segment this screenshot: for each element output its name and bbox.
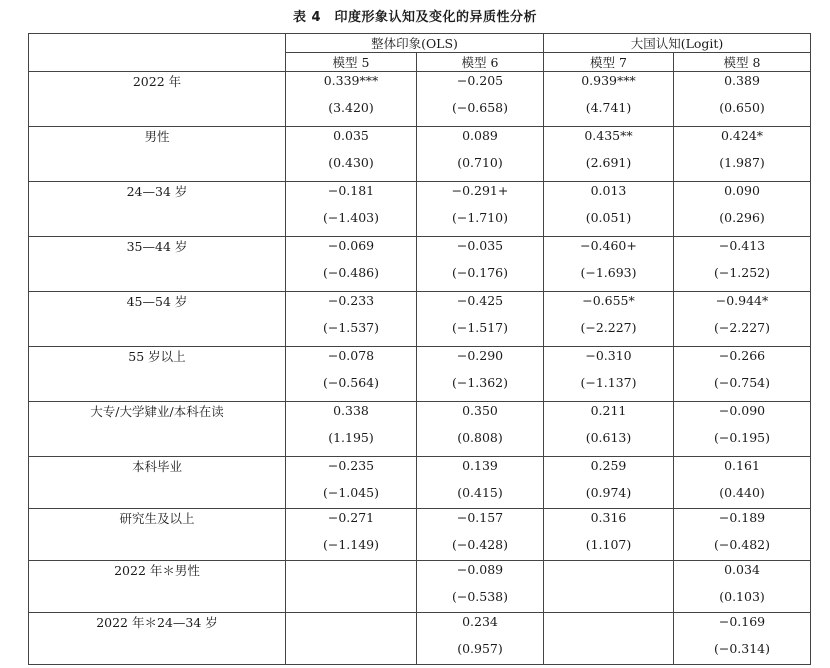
coefficient-value: −0.460+ — [580, 238, 637, 253]
model-header: 模型 7 — [544, 53, 674, 72]
t-statistic-value: (1.987) — [719, 155, 765, 170]
table-cell — [286, 127, 417, 182]
group-header-logit: 大国认知(Logit) — [544, 34, 811, 53]
table-body — [29, 72, 811, 665]
t-statistic-value: (0.650) — [719, 100, 765, 115]
coefficient-value: −0.290 — [456, 348, 504, 363]
coefficient-value: 0.089 — [462, 128, 498, 143]
table-cell — [674, 402, 811, 457]
t-statistic-value: (−1.403) — [322, 210, 379, 225]
t-statistic-value: (−1.362) — [451, 375, 508, 390]
row-label: 男性 — [29, 127, 286, 182]
table-row — [29, 292, 811, 347]
row-label: 2022 年＊24—34 岁 — [29, 613, 286, 665]
coefficient-value: −0.310 — [585, 348, 632, 363]
table-cell — [417, 182, 544, 237]
table-cell — [417, 509, 544, 561]
t-statistic-value: (0.440) — [719, 485, 765, 500]
table-row — [29, 127, 811, 182]
table-cell — [674, 347, 811, 402]
table-row — [29, 402, 811, 457]
table-cell — [286, 613, 417, 665]
t-statistic-value: (−1.252) — [714, 265, 771, 280]
t-statistic-value: (−0.428) — [451, 537, 508, 552]
table-cell — [417, 292, 544, 347]
t-statistic-value: (0.974) — [585, 485, 632, 500]
table-cell — [674, 457, 811, 509]
coefficient-value: −0.655* — [582, 293, 635, 308]
table-cell — [544, 509, 674, 561]
table-cell — [286, 347, 417, 402]
model-header: 模型 5 — [286, 53, 417, 72]
t-statistic-value — [544, 588, 673, 612]
table-cell — [286, 457, 417, 509]
t-statistic-value: (−1.149) — [322, 537, 379, 552]
table-cell — [417, 127, 544, 182]
table-cell — [286, 237, 417, 292]
coefficient-value — [286, 613, 416, 640]
coefficient-value: 0.350 — [462, 403, 498, 418]
coefficient-value: −0.233 — [327, 293, 375, 308]
coefficient-value — [286, 561, 416, 588]
coefficient-value: 0.389 — [724, 73, 760, 88]
t-statistic-value: (2.691) — [585, 155, 632, 170]
t-statistic-value: (1.107) — [585, 537, 632, 552]
table-cell — [286, 561, 417, 613]
model-header: 模型 6 — [417, 53, 544, 72]
coefficient-value: −0.944* — [715, 293, 769, 308]
t-statistic-value: (0.415) — [457, 485, 503, 500]
t-statistic-value: (−0.176) — [451, 265, 508, 280]
t-statistic-value: (0.051) — [585, 210, 632, 225]
coefficient-value: 0.013 — [590, 183, 627, 198]
t-statistic-value — [286, 588, 416, 612]
table-cell — [674, 613, 811, 665]
table-cell — [286, 509, 417, 561]
table-cell — [286, 72, 417, 127]
table-row — [29, 237, 811, 292]
t-statistic-value: (0.710) — [457, 155, 503, 170]
table-row — [29, 613, 811, 665]
t-statistic-value — [286, 640, 416, 664]
table-cell — [544, 347, 674, 402]
table-cell — [417, 613, 544, 665]
coefficient-value — [544, 613, 673, 640]
t-statistic-value: (−0.486) — [322, 265, 379, 280]
t-statistic-value: (−1.517) — [451, 320, 508, 335]
table-cell — [674, 561, 811, 613]
coefficient-value: −0.035 — [456, 238, 504, 253]
t-statistic-value: (−1.537) — [322, 320, 379, 335]
coefficient-value: 0.211 — [590, 403, 627, 418]
table-cell — [544, 457, 674, 509]
coefficient-value: 0.316 — [590, 510, 627, 525]
coefficient-value: −0.291+ — [451, 183, 509, 198]
coefficient-value: −0.078 — [327, 348, 375, 363]
coefficient-value: −0.181 — [327, 183, 375, 198]
t-statistic-value: (0.808) — [457, 430, 503, 445]
table-cell — [544, 292, 674, 347]
table-row — [29, 457, 811, 509]
t-statistic-value: (−1.710) — [451, 210, 508, 225]
table-cell — [286, 292, 417, 347]
coefficient-value: 0.339*** — [323, 73, 379, 88]
t-statistic-value: (−1.693) — [580, 265, 637, 280]
coefficient-value: 0.338 — [333, 403, 369, 418]
table-cell — [674, 237, 811, 292]
row-label: 55 岁以上 — [29, 347, 286, 402]
t-statistic-value: (0.430) — [328, 155, 374, 170]
t-statistic-value: (−0.658) — [451, 100, 508, 115]
table-cell — [417, 72, 544, 127]
coefficient-value: −0.271 — [327, 510, 375, 525]
coefficient-value: −0.069 — [327, 238, 375, 253]
t-statistic-value: (−0.564) — [322, 375, 379, 390]
t-statistic-value: (−2.227) — [714, 320, 771, 335]
coefficient-value: 0.424* — [720, 128, 764, 143]
table-cell — [417, 561, 544, 613]
table-cell — [674, 182, 811, 237]
coefficient-value: −0.189 — [718, 510, 766, 525]
row-label: 2022 年 — [29, 72, 286, 127]
header-corner — [29, 34, 286, 72]
coefficient-value: 0.035 — [333, 128, 369, 143]
t-statistic-value: (−0.538) — [451, 589, 508, 604]
t-statistic-value: (0.103) — [719, 589, 765, 604]
coefficient-value — [544, 561, 673, 588]
table-row — [29, 347, 811, 402]
coefficient-value: 0.034 — [724, 562, 760, 577]
table-cell — [544, 237, 674, 292]
table-cell — [417, 237, 544, 292]
t-statistic-value: (−0.754) — [714, 375, 771, 390]
coefficient-value: 0.161 — [724, 458, 760, 473]
table-cell — [674, 292, 811, 347]
t-statistic-value: (−2.227) — [580, 320, 637, 335]
coefficient-value: 0.090 — [724, 183, 760, 198]
table-cell — [544, 613, 674, 665]
t-statistic-value: (−0.482) — [714, 537, 771, 552]
coefficient-value: −0.235 — [327, 458, 375, 473]
table-cell — [417, 347, 544, 402]
row-label: 35—44 岁 — [29, 237, 286, 292]
coefficient-value: 0.234 — [462, 614, 498, 629]
table-cell — [544, 72, 674, 127]
coefficient-value: −0.205 — [456, 73, 504, 88]
row-label: 2022 年＊男性 — [29, 561, 286, 613]
coefficient-value: −0.090 — [718, 403, 766, 418]
model-header: 模型 8 — [674, 53, 811, 72]
coefficient-value: 0.259 — [590, 458, 627, 473]
table-title: 表 4 印度形象认知及变化的异质性分析 — [292, 10, 538, 25]
row-label: 大专/大学肄业/本科在读 — [29, 402, 286, 457]
t-statistic-value — [544, 640, 673, 664]
table-cell — [544, 182, 674, 237]
coefficient-value: −0.089 — [456, 562, 504, 577]
table-cell — [417, 402, 544, 457]
table-cell — [674, 509, 811, 561]
group-header-ols: 整体印象(OLS) — [286, 34, 544, 53]
coefficient-value: −0.266 — [718, 348, 766, 363]
row-label: 45—54 岁 — [29, 292, 286, 347]
table-cell — [674, 72, 811, 127]
table-cell — [417, 457, 544, 509]
coefficient-value: 0.139 — [462, 458, 498, 473]
table-row — [29, 182, 811, 237]
table-row — [29, 509, 811, 561]
table-cell — [544, 402, 674, 457]
t-statistic-value: (−1.045) — [322, 485, 379, 500]
coefficient-value: −0.425 — [456, 293, 504, 308]
row-label: 研究生及以上 — [29, 509, 286, 561]
row-label: 24—34 岁 — [29, 182, 286, 237]
table-cell — [286, 182, 417, 237]
table-row — [29, 72, 811, 127]
coefficient-value: −0.413 — [718, 238, 766, 253]
table-row — [29, 561, 811, 613]
t-statistic-value: (3.420) — [328, 100, 374, 115]
t-statistic-value: (0.613) — [585, 430, 632, 445]
t-statistic-value: (−1.137) — [580, 375, 637, 390]
coefficient-value: 0.939*** — [581, 73, 636, 88]
row-label: 本科毕业 — [29, 457, 286, 509]
coefficient-value: −0.169 — [718, 614, 766, 629]
table-cell — [674, 127, 811, 182]
t-statistic-value: (0.957) — [457, 641, 503, 656]
coefficient-value: 0.435** — [584, 128, 633, 143]
t-statistic-value: (−0.314) — [714, 641, 771, 656]
t-statistic-value: (−0.195) — [714, 430, 771, 445]
t-statistic-value: (4.741) — [585, 100, 632, 115]
coefficient-value: −0.157 — [456, 510, 504, 525]
table-cell — [544, 561, 674, 613]
t-statistic-value: (0.296) — [719, 210, 765, 225]
table-cell — [286, 402, 417, 457]
regression-table — [28, 33, 811, 665]
table-cell — [544, 127, 674, 182]
t-statistic-value: (1.195) — [328, 430, 374, 445]
